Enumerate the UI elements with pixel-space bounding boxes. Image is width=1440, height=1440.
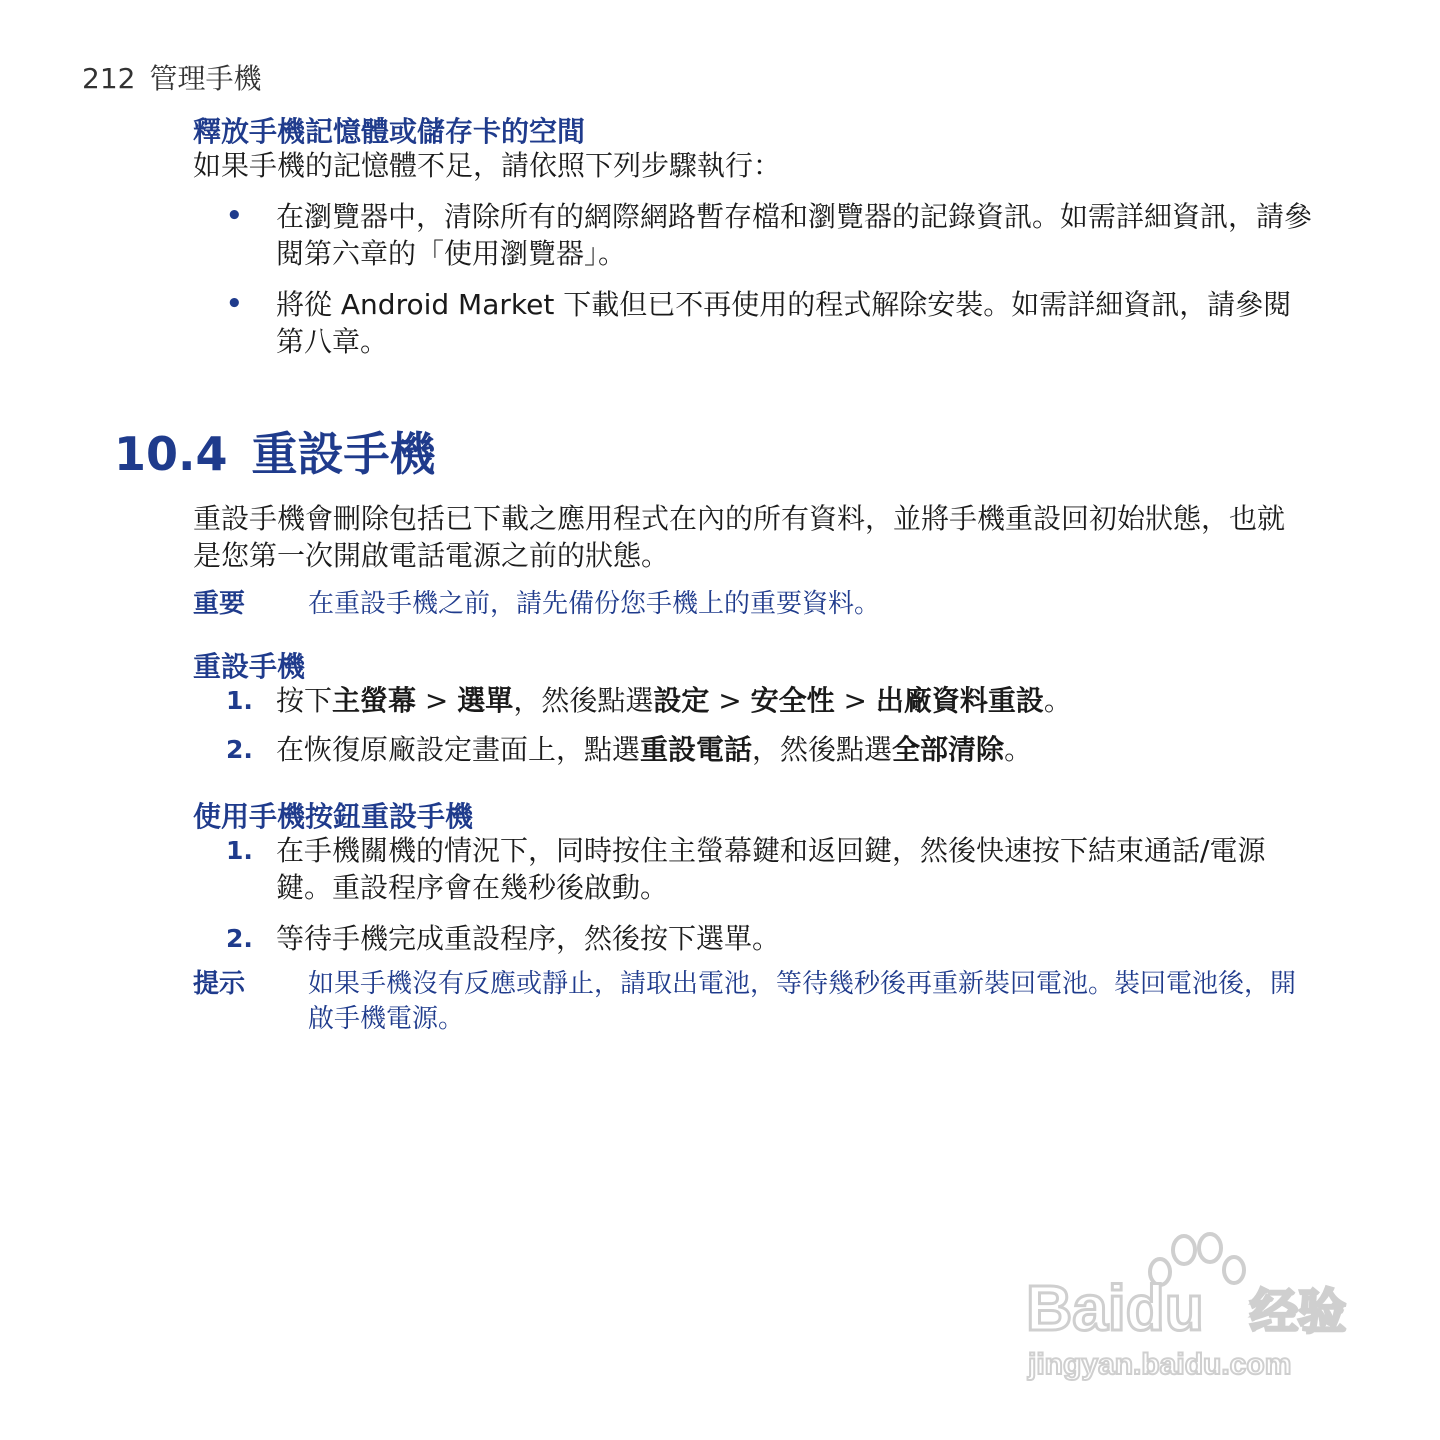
watermark-url: jingyan.baidu.com xyxy=(1028,1348,1292,1381)
step-keyword: 主螢幕 xyxy=(332,684,417,717)
tip-note-text: 如果手機沒有反應或靜止，請取出電池，等待幾秒後再重新裝回電池。裝回電池後，開啟手機電源。 xyxy=(308,969,1297,1034)
page-header xyxy=(82,57,261,97)
step-keyword: 出廠資料重設 xyxy=(875,684,1044,717)
step-keyword: 安全性 xyxy=(750,684,835,717)
watermark-suffix: 经验 xyxy=(1250,1284,1347,1340)
section-title xyxy=(114,418,436,484)
free-space-intro: 如果手機的記憶體不足，請依照下列步驟執行： xyxy=(193,149,782,182)
watermark-brand: Baidu xyxy=(1026,1272,1204,1344)
free-space-heading: 釋放手機記憶體或儲存卡的空間 xyxy=(193,115,586,148)
bullet-item xyxy=(222,286,1312,360)
chapter-title: 管理手機 xyxy=(149,62,262,95)
reset-phone-heading: 重設手機 xyxy=(193,650,306,683)
step-text: 在手機關機的情況下，同時按住主螢幕鍵和返回鍵，然後快速按下結束通話/電源鍵。重設程序會在幾秒後啟動。 xyxy=(276,834,1266,904)
bullet-marker: • xyxy=(226,289,243,319)
bullet-marker: • xyxy=(226,201,243,231)
step-item xyxy=(222,920,1312,957)
step-number: 2. xyxy=(226,924,253,953)
step-number: 1. xyxy=(226,836,253,865)
important-note-text: 在重設手機之前，請先備份您手機上的重要資料。 xyxy=(308,589,881,619)
step-text: 在恢復原廠設定畫面上，點選重設電話，然後點選全部清除。 xyxy=(276,733,1033,766)
step-item xyxy=(222,832,1312,906)
step-text: 等待手機完成重設程序，然後按下選單。 xyxy=(276,922,781,955)
button-reset-heading: 使用手機按鈕重設手機 xyxy=(193,800,474,833)
important-note-label: 重要 xyxy=(193,589,246,619)
bullet-item xyxy=(222,198,1312,272)
tip-note xyxy=(193,967,1308,1037)
step-keyword: 重設電話 xyxy=(640,733,753,766)
bullet-text: 將從 Android Market 下載但已不再使用的程式解除安裝。如需詳細資訊，請參閱第八章。 xyxy=(276,288,1292,358)
step-keyword: 全部清除 xyxy=(892,733,1005,766)
step-number: 2. xyxy=(226,735,253,764)
important-note xyxy=(193,587,1308,622)
section-number: 10.4 xyxy=(114,427,228,481)
step-item xyxy=(222,731,1312,768)
step-item xyxy=(222,682,1312,719)
section-description: 重設手機會刪除包括已下載之應用程式在內的所有資料，並將手機重設回初始狀態，也就是您第一次開啟電話電源之前的狀態。 xyxy=(193,502,1286,572)
page-number: 212 xyxy=(82,62,136,95)
step-keyword: 選單 xyxy=(457,684,514,717)
section-title-text: 重設手機 xyxy=(251,427,436,481)
step-keyword: 設定 xyxy=(653,684,710,717)
bullet-text: 在瀏覽器中，清除所有的網際網路暫存檔和瀏覽器的記錄資訊。如需詳細資訊，請參閱第六章的「使用瀏覽器」。 xyxy=(276,200,1313,270)
step-number: 1. xyxy=(226,686,253,715)
baidu-watermark xyxy=(1022,1228,1362,1388)
tip-note-label: 提示 xyxy=(193,969,246,999)
step-text: 按下主螢幕 > 選單，然後點選設定 > 安全性 > 出廠資料重設。 xyxy=(276,684,1072,717)
